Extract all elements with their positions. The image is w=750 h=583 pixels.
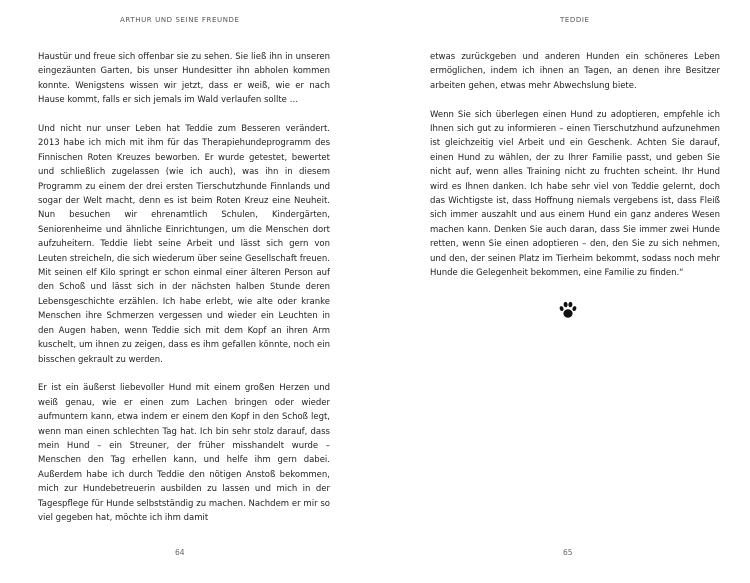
- paragraph: Wenn Sie sich überlegen einen Hund zu adoptieren, empfehle ich Ihnen sich gut zu informieren – einen Tierschutzhund aufzunehmen ist gleichzeitig viel Arbeit und ein Geschenk. Achten Sie darauf, einen Hund zu wählen, der zu Ihrer Familie passt, und geben Sie nicht auf, wenn alles Training nicht zu fruchten scheint. Ihr Hund wird es Ihnen danken. Ich habe sehr viel von Teddie gelernt, doch das Wichtigste ist, dass Hoffnung niemals vergebens ist, dass Fleiß sich immer auszahlt und aus einem Hund ein ganz anderes Wesen machen kann. Denken Sie auch daran, dass Sie immer zwei Hunde retten, wenn Sie einen adoptieren – den, den Sie zu sich nehmen, und den, der seinen Platz im Tierheim bekommt, sodass noch mehr Hunde die Gelegenheit bekommen, eine Familie zu finden.“: [430, 109, 720, 279]
- running-head: TEDDIE: [560, 16, 590, 24]
- page-number: 64: [175, 548, 185, 557]
- right-page: [375, 0, 750, 583]
- paragraph: Er ist ein äußerst liebevoller Hund mit einem großen Herzen und weiß genau, wie er einen zum Lachen bringen oder wieder aufmuntern kann, etwa indem er einem den Kopf in den Schoß legt, wenn man einen schlechten Tag hat. Ich bin sehr stolz darauf, dass mein Hund – ein Streuner, der früher misshandelt wurde – Menschen den Tag erhellen kann, und helfe ihm gern dabei. Außerdem habe ich durch Teddie den nötigen Anstoß bekommen, mich zur Hundebetreuerin ausbilden zu lassen und mich in der Tagespflege für Hunde selbstständig zu machen. Nachdem er mir so viel gegeben hat, möchte ich ihm damit: [38, 383, 330, 523]
- paw-print-icon: [558, 300, 578, 320]
- paragraph: Und nicht nur unser Leben hat Teddie zum Besseren verändert. 2013 habe ich mich mit ihm für das Therapiehundeprogramm des Finnischen Roten Kreuzes beworben. Er wurde getestet, bewertet und schließlich zugelassen (wie ich auch), was ihn in diesem Programm zu einem der drei ersten Tierschutzhunde Finnlands und sogar der Welt macht, denn es ist beim Roten Kreuz eine Neuheit. Nun besuchen wir ehrenamtlich Schulen, Kindergärten, Seniorenheime und ähnliche Einrichtungen, um die Menschen dort aufzuheitern. Teddie liebt seine Arbeit und lässt sich gern von Leuten streicheln, die sich wiederum über seine Gesellschaft freuen. Mit seinen elf Kilo springt er schon einmal einer älteren Person auf den Schoß und lässt sich in der nächsten halben Stunde deren Lebensgeschichte erzählen. Ich habe erlebt, wie alte oder kranke Menschen ihre Schmerzen vergessen und wieder ein Leuchten in den Augen haben, wenn Teddie sich mit dem Kopf an ihren Arm kuschelt, um ihnen zu zeigen, dass es ihm gefallen könnte, noch ein bisschen gekrault zu werden.: [38, 124, 330, 365]
- page-number: 65: [563, 548, 573, 557]
- paragraph: etwas zurückgeben und anderen Hunden ein schöneres Leben ermöglichen, indem ich ihnen an Tagen, an denen ihre Besitzer arbeiten gehen, etwas mehr Abwechslung biete.: [430, 52, 720, 91]
- paragraph: Haustür und freue sich offenbar sie zu sehen. Sie ließ ihn in unseren eingezäunten Garten, bis unser Hundesitter ihn abholen kommen konnte. Wenigstens wissen wir jetzt, dass er weiß, wie er nach Hause kommt, falls er sich jemals im Wald verlaufen sollte …: [38, 52, 330, 106]
- running-head: ARTHUR UND SEINE FREUNDE: [120, 16, 240, 24]
- body-text: [430, 50, 720, 280]
- body-text: [38, 50, 330, 525]
